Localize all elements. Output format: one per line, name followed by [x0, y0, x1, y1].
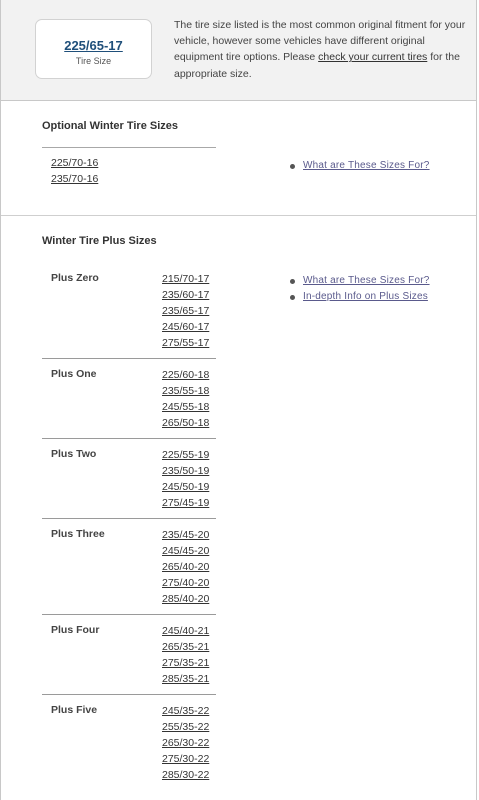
info-list-item	[290, 273, 430, 289]
section-divider	[1, 215, 476, 216]
size-link[interactable]: 235/70-16	[51, 173, 99, 186]
size-link[interactable]: 285/40-20	[162, 593, 210, 606]
optional-info-links	[290, 158, 430, 174]
plus-one-label: Plus One	[51, 368, 97, 380]
bullet-icon	[290, 279, 295, 284]
size-link[interactable]: 275/55-17	[162, 337, 210, 350]
divider	[42, 147, 216, 148]
plus-three-sizes	[162, 527, 209, 607]
fitment-note-text: The tire size listed is the most common original fitment for your vehicle, however some vehicles have different original equipment tire options. Please	[174, 19, 466, 64]
bullet-icon	[290, 295, 295, 300]
divider	[42, 614, 216, 615]
size-link[interactable]: 235/50-19	[162, 465, 210, 478]
size-link[interactable]: 285/35-21	[162, 673, 210, 686]
plus-four-sizes	[162, 623, 209, 687]
plus-two-sizes	[162, 447, 209, 511]
fitment-note-suffix: for the appropriate size.	[174, 51, 460, 80]
size-link[interactable]: 245/60-17	[162, 321, 210, 334]
plus-four-label: Plus Four	[51, 624, 100, 636]
divider	[42, 438, 216, 439]
size-link[interactable]: 235/55-18	[162, 385, 210, 398]
divider	[42, 518, 216, 519]
tire-size-card	[35, 19, 152, 79]
optional-sizes-title: Optional Winter Tire Sizes	[42, 120, 179, 132]
size-link[interactable]: 235/65-17	[162, 305, 210, 318]
size-link[interactable]: 265/40-20	[162, 561, 210, 574]
header-panel	[1, 0, 476, 101]
size-link[interactable]: 235/60-17	[162, 289, 210, 302]
plus-info-links	[290, 273, 430, 305]
plus-sizes-title: Winter Tire Plus Sizes	[42, 235, 157, 247]
size-link[interactable]: 245/35-22	[162, 705, 210, 717]
tire-size-label: Tire Size	[75, 56, 112, 66]
size-link[interactable]: 245/50-19	[162, 481, 210, 494]
plus-two-label: Plus Two	[51, 448, 97, 460]
size-link[interactable]: 285/30-22	[162, 769, 210, 782]
size-link[interactable]: 225/55-19	[162, 449, 210, 461]
plus-five-sizes	[162, 703, 209, 783]
fitment-note	[174, 17, 469, 82]
tire-size-link[interactable]: 225/65-17	[64, 38, 123, 53]
plus-zero-label: Plus Zero	[51, 272, 99, 284]
size-link[interactable]: 215/70-17	[162, 273, 210, 285]
size-link[interactable]: 225/60-18	[162, 369, 210, 381]
size-link[interactable]: 265/30-22	[162, 737, 210, 750]
what-are-these-sizes-link[interactable]: What are These Sizes For?	[303, 275, 430, 286]
plus-five-label: Plus Five	[51, 704, 98, 716]
plus-one-sizes	[162, 367, 209, 431]
plus-three-label: Plus Three	[51, 528, 105, 540]
check-current-tires-link[interactable]: check your current tires	[318, 51, 428, 64]
size-link[interactable]: 275/45-19	[162, 497, 210, 510]
size-link[interactable]: 245/40-21	[162, 625, 210, 637]
bullet-icon	[290, 164, 295, 169]
size-link[interactable]: 255/35-22	[162, 721, 210, 734]
size-link[interactable]: 265/35-21	[162, 641, 210, 654]
optional-size-list	[51, 155, 98, 187]
info-list-item	[290, 289, 430, 305]
size-link[interactable]: 275/35-21	[162, 657, 210, 670]
size-link[interactable]: 275/30-22	[162, 753, 210, 766]
info-list-item	[290, 158, 430, 174]
size-link[interactable]: 235/45-20	[162, 529, 210, 541]
size-link[interactable]: 265/50-18	[162, 417, 210, 430]
divider	[42, 358, 216, 359]
size-link[interactable]: 275/40-20	[162, 577, 210, 590]
plus-sizes-info-link[interactable]: In-depth Info on Plus Sizes	[303, 291, 428, 303]
divider	[42, 694, 216, 695]
size-link[interactable]: 245/45-20	[162, 545, 210, 558]
size-link[interactable]: 225/70-16	[51, 157, 99, 169]
size-link[interactable]: 245/55-18	[162, 401, 210, 414]
plus-zero-sizes	[162, 271, 209, 351]
what-are-these-sizes-link[interactable]: What are These Sizes For?	[303, 160, 430, 171]
